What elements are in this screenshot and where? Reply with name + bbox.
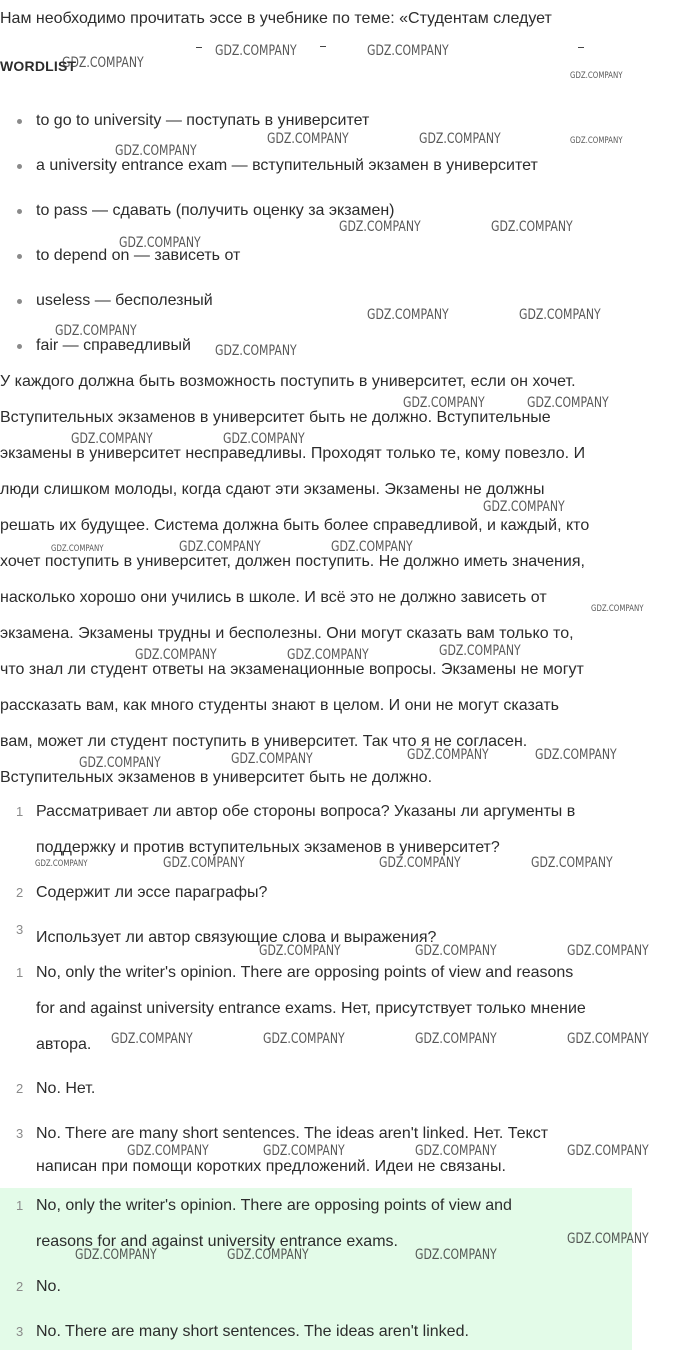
question-item: 3 Использует ли автор связующие слова и выражения?	[16, 922, 437, 946]
watermark-text: GDZ.COMPANY	[379, 855, 461, 871]
essay-line: экзамены в университет несправедливы. Проходят только те, кому повезло. И	[0, 445, 586, 462]
item-number: 3	[16, 1126, 24, 1141]
question-item: 2 Содержит ли эссе параграфы?	[0, 875, 680, 911]
answers-list-ru	[0, 955, 680, 1175]
watermark-text: GDZ.COMPANY	[439, 643, 521, 659]
wordlist-item: to pass — сдавать (получить оценку за экзамен)	[0, 200, 538, 245]
watermark-text: GDZ.COMPANY	[51, 544, 104, 554]
watermark-text: GDZ.COMPANY	[567, 1031, 649, 1047]
watermark-text: GDZ.COMPANY	[127, 1143, 209, 1159]
watermark-text: GDZ.COMPANY	[55, 323, 137, 339]
bullet-icon	[17, 254, 22, 259]
watermark-text: GDZ.COMPANY	[591, 604, 644, 614]
answer-item: 1 No, only the writer's opinion. There are opposing points of view and reasons for and against university entrance exams.	[0, 1188, 632, 1260]
watermark-text: GDZ.COMPANY	[415, 1247, 497, 1263]
watermark-text: GDZ.COMPANY	[367, 307, 449, 323]
watermark-text: GDZ.COMPANY	[567, 1143, 649, 1159]
watermark-text: GDZ.COMPANY	[163, 855, 245, 871]
essay-line: хочет поступить в университет, должен поступить. Не должно иметь значения,	[0, 553, 585, 570]
watermark-text: GDZ.COMPANY	[483, 499, 565, 515]
watermark-text: GDZ.COMPANY	[215, 343, 297, 359]
watermark-text: GDZ.COMPANY	[527, 395, 609, 411]
essay-line: Вступительных экзаменов в университет быть не должно. Вступительные	[0, 409, 551, 426]
item-number: 1	[16, 1198, 24, 1213]
item-number: 1	[16, 965, 24, 980]
answer-item: 3 No. There are many short sentences. The ideas aren't linked. Нет. Текст написан при помощи коротких предложений. Идеи не связаны.	[0, 1116, 680, 1170]
watermark-text: GDZ.COMPANY	[215, 43, 297, 59]
watermark-text: GDZ.COMPANY	[403, 395, 485, 411]
answer-item: 3 No. There are many short sentences. The ideas aren't linked.	[0, 1314, 632, 1350]
essay-line: люди слишком молоды, когда сдают эти экзамены. Экзамены не должны	[0, 481, 545, 498]
watermark-text: GDZ.COMPANY	[419, 131, 501, 147]
answers-list-en	[0, 1188, 632, 1350]
watermark-text: GDZ.COMPANY	[331, 539, 413, 555]
essay-line: Вступительных экзаменов в университет быть не должно.	[0, 769, 433, 786]
bullet-icon	[17, 209, 22, 214]
watermark-text: GDZ.COMPANY	[367, 43, 449, 59]
essay-line: рассказать вам, как много студенты знают в целом. И они не могут сказать	[0, 697, 560, 714]
essay-text	[0, 364, 676, 796]
watermark-text: GDZ.COMPANY	[179, 539, 261, 555]
answer-item: 2 No.	[0, 1269, 632, 1305]
question-item: 1 Рассматривает ли автор обе стороны вопроса? Указаны ли аргументы в поддержку и против вступительных экзаменов в университет?	[0, 794, 680, 866]
wordlist-item: to depend on — зависеть от	[0, 245, 538, 290]
intro-text: Нам необходимо прочитать эссе в учебнике по теме: «Студентам следует	[0, 10, 552, 27]
answer-item: 1 No, only the writer's opinion. There are opposing points of view and reasons for and against university entrance exams. Нет, присутствует только мнение автора.	[0, 955, 680, 1063]
watermark-text: GDZ.COMPANY	[259, 943, 341, 959]
essay-line: что знал ли студент ответы на экзаменационные вопросы. Экзамены не могут	[0, 661, 584, 678]
watermark-text: GDZ.COMPANY	[415, 1031, 497, 1047]
watermark-text: GDZ.COMPANY	[531, 855, 613, 871]
wordlist-item: useless — бесполезный	[0, 290, 538, 335]
item-number: 2	[16, 885, 24, 900]
watermark-text: GDZ.COMPANY	[567, 1231, 649, 1247]
watermark-text: GDZ.COMPANY	[567, 943, 649, 959]
watermark-text: GDZ.COMPANY	[231, 751, 313, 767]
watermark-text: GDZ.COMPANY	[115, 143, 197, 159]
item-number: 2	[16, 1081, 24, 1096]
watermark-text: GDZ.COMPANY	[267, 131, 349, 147]
watermark-text: GDZ.COMPANY	[570, 71, 623, 81]
wordlist	[0, 110, 538, 380]
decorative-mark	[196, 47, 202, 48]
item-number: 3	[16, 1324, 24, 1339]
watermark-text: GDZ.COMPANY	[415, 943, 497, 959]
watermark-text: GDZ.COMPANY	[519, 307, 601, 323]
watermark-text: GDZ.COMPANY	[570, 136, 623, 146]
watermark-text: GDZ.COMPANY	[35, 859, 88, 869]
wordlist-item: fair — справедливый	[0, 335, 538, 380]
bullet-icon	[17, 119, 22, 124]
item-number: 2	[16, 1279, 24, 1294]
watermark-text: GDZ.COMPANY	[75, 1247, 157, 1263]
bullet-icon	[17, 164, 22, 169]
decorative-mark	[320, 46, 326, 47]
watermark-text: GDZ.COMPANY	[111, 1031, 193, 1047]
watermark-text: GDZ.COMPANY	[287, 647, 369, 663]
questions-list	[0, 794, 680, 948]
watermark-text: GDZ.COMPANY	[407, 747, 489, 763]
wordlist-item: a university entrance exam — вступительный экзамен в университет	[0, 155, 538, 200]
item-number: 3	[16, 922, 24, 937]
essay-line: экзамена. Экзамены трудны и бесполезны. Они могут сказать вам только то,	[0, 625, 574, 642]
watermark-text: GDZ.COMPANY	[79, 755, 161, 771]
watermark-text: GDZ.COMPANY	[535, 747, 617, 763]
watermark-text: GDZ.COMPANY	[263, 1143, 345, 1159]
essay-line: решать их будущее. Система должна быть более справедливой, и каждый, кто	[0, 517, 590, 534]
bullet-icon	[17, 344, 22, 349]
essay-line: У каждого должна быть возможность поступить в университет, если он хочет.	[0, 373, 576, 390]
answer-item: 2 No. Нет.	[0, 1071, 680, 1107]
essay-line: вам, может ли студент поступить в университет. Так что я не согласен.	[0, 733, 528, 750]
watermark-text: GDZ.COMPANY	[339, 219, 421, 235]
watermark-text: GDZ.COMPANY	[415, 1143, 497, 1159]
watermark-text: GDZ.COMPANY	[71, 431, 153, 447]
watermark-text: GDZ.COMPANY	[62, 55, 144, 71]
item-number: 1	[16, 804, 24, 819]
watermark-text: GDZ.COMPANY	[135, 647, 217, 663]
decorative-mark	[578, 47, 584, 48]
wordlist-item: to go to university — поступать в университет	[0, 110, 538, 155]
watermark-text: GDZ.COMPANY	[491, 219, 573, 235]
bullet-icon	[17, 299, 22, 304]
watermark-text: GDZ.COMPANY	[263, 1031, 345, 1047]
wordlist-title: WORDLIST	[0, 58, 77, 74]
watermark-text: GDZ.COMPANY	[227, 1247, 309, 1263]
watermark-text: GDZ.COMPANY	[223, 431, 305, 447]
watermark-text: GDZ.COMPANY	[119, 235, 201, 251]
essay-line: насколько хорошо они учились в школе. И всё это не должно зависеть от	[0, 589, 547, 606]
